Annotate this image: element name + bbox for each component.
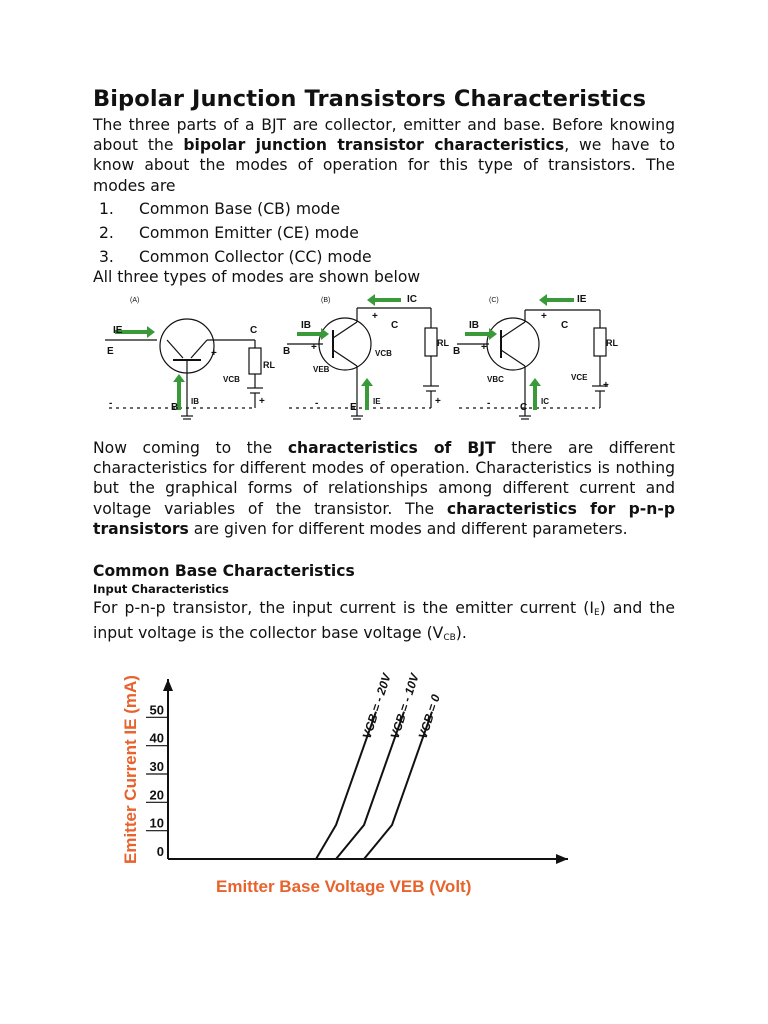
sub-e: E: [593, 608, 600, 618]
label-b: B: [283, 346, 291, 357]
label-plus: +: [481, 342, 487, 353]
label-ib: IB: [469, 320, 479, 331]
circuit-diagrams: [95, 288, 625, 433]
current-arrows: [115, 294, 574, 410]
section-heading: Common Base Characteristics: [93, 562, 355, 580]
input-characteristics-chart: [110, 655, 610, 905]
chart-axes: [163, 679, 568, 864]
label-ie: IE: [577, 294, 587, 305]
label-veb: VEB: [313, 365, 330, 374]
circuit-a-tag: (A): [130, 297, 140, 304]
label-vce: VCE: [571, 373, 588, 382]
chart-ticks: [146, 702, 168, 859]
label-plus: +: [435, 396, 441, 407]
label-c: C: [391, 320, 399, 331]
x-axis-arrow-icon: [556, 854, 568, 864]
y-tick-label: 30: [149, 759, 164, 774]
para2-bold-2: characteristics for p-n-p transistors: [93, 499, 675, 538]
y-axis-label: Emitter Current IE (mA): [121, 675, 140, 864]
label-plus: +: [541, 311, 547, 322]
y-tick-label: 50: [149, 702, 164, 718]
label-vbc: VBC: [487, 375, 504, 384]
chart-series: [316, 671, 443, 859]
label-c: C: [561, 320, 569, 331]
label-plus: +: [372, 311, 378, 322]
label-ic: IC: [407, 294, 417, 305]
sub-cb: CB: [443, 633, 456, 644]
label-ib: IB: [301, 320, 311, 331]
para3-s3: ).: [455, 624, 467, 643]
label-minus: -: [109, 398, 113, 409]
series-label: VCB = - 20V: [359, 671, 394, 741]
intro-tail: , we have to know about the modes of operation for this type of transistors. The modes are: [93, 136, 676, 195]
page-title: Bipolar Junction Transistors Characteristics: [93, 86, 647, 112]
modes-caption: All three types of modes are shown below: [93, 268, 421, 286]
series-label: VCB = 0: [415, 692, 443, 741]
para2-s3: are given for different modes and different parameters.: [188, 519, 628, 538]
label-minus: -: [487, 398, 491, 409]
label-ib: IB: [191, 397, 199, 406]
label-plus: +: [603, 380, 609, 391]
y-tick-label: 20: [149, 787, 164, 803]
circuit-c-tag: (C): [489, 297, 499, 304]
label-plus: +: [259, 396, 265, 407]
mode-number: 3.: [99, 248, 114, 266]
mode-text: Common Collector (CC) mode: [139, 248, 372, 266]
y-axis-arrow-icon: [163, 679, 173, 691]
y-tick-label: 0: [156, 844, 164, 859]
label-e: E: [107, 346, 114, 357]
label-c: C: [250, 325, 258, 336]
label-vcb: VCB: [223, 375, 240, 384]
characteristics-paragraph: [93, 438, 675, 539]
arrow-left-icon: [367, 294, 401, 306]
intro-paragraph: [93, 115, 675, 196]
label-rl: RL: [606, 338, 618, 348]
label-plus: +: [211, 348, 217, 359]
y-tick-label: 40: [149, 730, 164, 746]
arrow-up-icon: [361, 378, 373, 410]
mode-text: Common Emitter (CE) mode: [139, 224, 359, 242]
subsection-heading: Input Characteristics: [93, 582, 229, 596]
mode-text: Common Base (CB) mode: [139, 200, 341, 218]
series-label: VCB = - 10V: [387, 671, 422, 741]
mode-number: 2.: [99, 224, 114, 242]
para2-bold-1: characteristics of BJT: [287, 439, 496, 457]
label-rl: RL: [263, 360, 275, 370]
label-b: B: [453, 346, 461, 357]
label-minus: -: [315, 398, 319, 409]
intro-bold-term: bipolar junction transistor characteristics: [183, 136, 565, 155]
intro-lead: The three parts of a BJT are collector, emitter and base. Before knowing about the: [93, 116, 675, 155]
circuit-c: [457, 310, 608, 419]
label-vcb: VCB: [375, 349, 392, 358]
mode-number: 1.: [99, 200, 114, 218]
para2-s2: there are different characteristics for different modes of operation. Characteristics is nothing but the graphical forms of relationships among different current and voltage variables of the transistor. The: [93, 439, 676, 518]
x-axis-label: Emitter Base Voltage VEB (Volt): [216, 877, 472, 896]
label-b: B: [171, 402, 179, 413]
label-e: E: [350, 402, 357, 413]
arrow-left-icon: [539, 294, 574, 306]
para3-s1: For p-n-p transistor, the input current is the emitter current (I: [93, 599, 594, 617]
circuit-b-tag: (B): [321, 297, 331, 304]
label-ic: IC: [541, 397, 549, 406]
para3-s2: ) and the input voltage is the collector base voltage (V: [93, 599, 675, 643]
label-ie: IE: [373, 397, 381, 406]
y-tick-label: 10: [149, 815, 164, 831]
label-rl: RL: [437, 338, 449, 348]
label-ie: IE: [113, 325, 123, 336]
label-c: C: [520, 402, 528, 413]
input-paragraph: [93, 598, 675, 648]
para2-s1: Now coming to the: [93, 439, 288, 457]
label-plus: +: [311, 342, 317, 353]
arrow-up-icon: [529, 378, 541, 410]
